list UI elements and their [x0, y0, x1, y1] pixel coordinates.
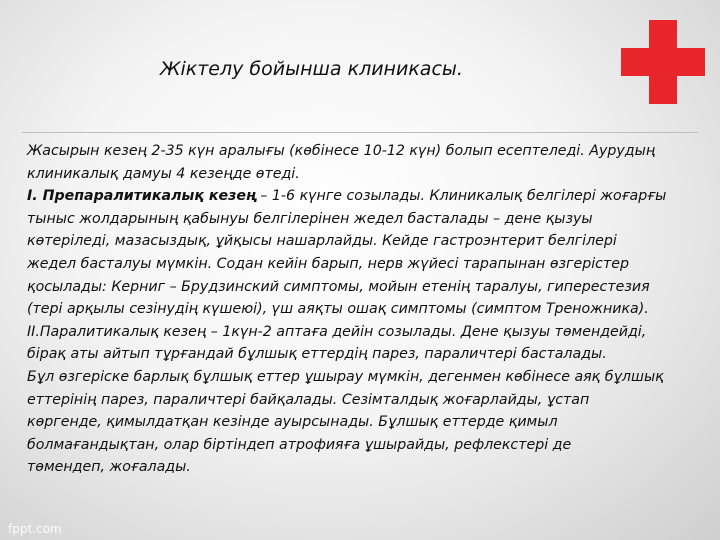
body-line: көтеріледі, мазасыздық, ұйқысы нашарлайды. Кейде гастроэнтерит белгілері — [27, 233, 617, 250]
body-line-rest: – 1-6 күнге созылады. Клиникалық белгілері жоғарғы — [255, 188, 667, 205]
body-line: жедел басталуы мүмкін. Содан кейін барып, нерв жүйесі тарапынан өзгерістер — [27, 255, 629, 272]
body-line: Жасырын кезең 2-35 күн аралығы (көбінесе 10-12 күн) болып есептеледі. Аурудың — [27, 143, 656, 159]
body-line: (тері арқылы сезінудің күшеюі), үш аяқты ошақ симптомы (симптом Треножника). — [27, 301, 649, 318]
body-line: болмағандықтан, олар біртіндеп атрофияға ұшырайды, рефлекстері де — [27, 436, 572, 453]
body-line: клиникалық дамуы 4 кезеңде өтеді. — [27, 165, 300, 182]
body-line: еттерінің парез, параличтері байқалады. Сезімталдық жоғарлайды, ұстап — [27, 391, 590, 408]
body-line: бірақ аты айтып тұрғандай бұлшық еттердің парез, параличтері басталады. — [27, 346, 607, 363]
slide-body — [27, 140, 707, 479]
watermark: fppt.com — [8, 522, 62, 536]
body-line: қосылады: Керниг – Брудзинский симптомы, мойын етенің таралуы, гиперестезия — [27, 278, 650, 295]
body-line: ІІ.Паралитикалық кезең – 1күн-2 аптаға дейін созылады. Дене қызуы төмендейді, — [27, 323, 647, 340]
slide-title: Жіктелу бойынша клиникасы. — [160, 58, 463, 80]
body-line — [27, 185, 707, 208]
title-divider — [22, 132, 698, 133]
body-line: тыныс жолдарының қабынуы белгілерінен жедел басталады – дене қызуы — [27, 210, 593, 227]
body-line: Бұл өзгеріске барлық бұлшық еттер ұшырау мүмкін, дегенмен көбінесе аяқ бұлшық — [27, 368, 664, 385]
stage-heading-preparalytic: І. Препаралитикалық кезең — [27, 188, 256, 205]
red-cross-icon — [621, 20, 705, 104]
body-line: төмендеп, жоғалады. — [27, 459, 191, 476]
body-line: көргенде, қимылдатқан кезінде ауырсынады. Бұлшық еттерде қимыл — [27, 414, 558, 431]
